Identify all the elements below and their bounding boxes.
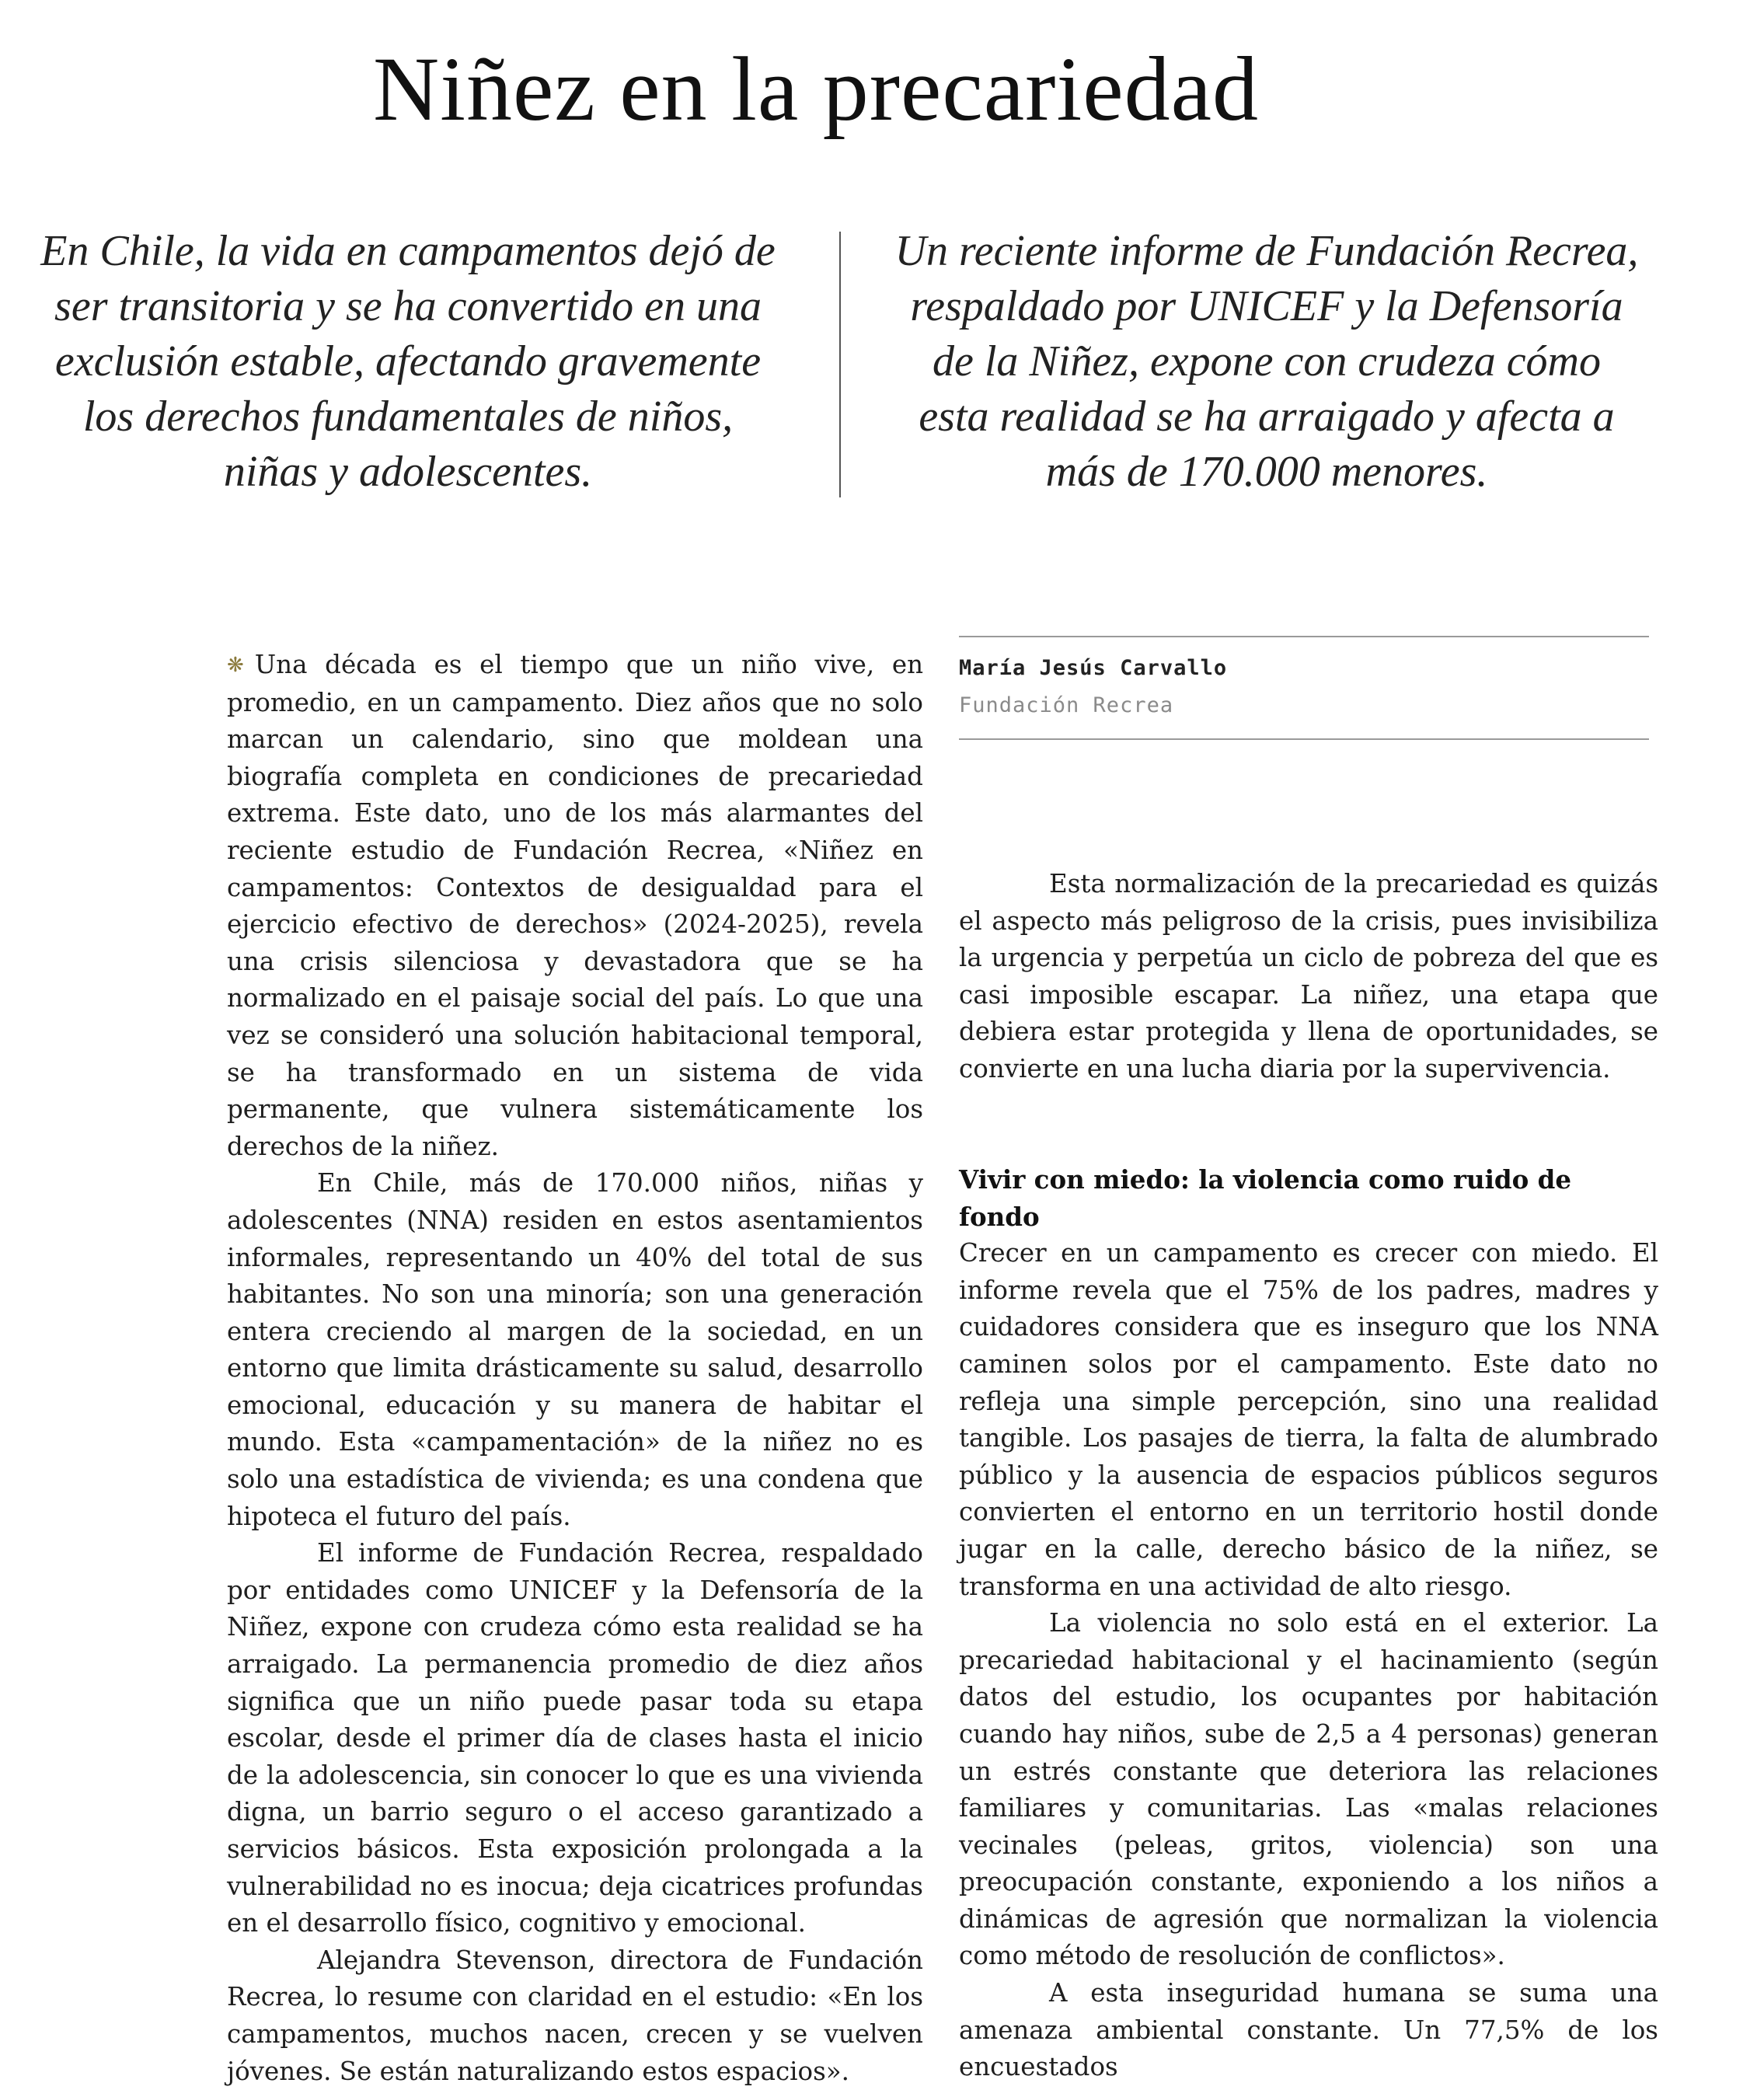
body-paragraph-text: Una década es el tiempo que un niño vive, en promedio, en un campamento. Diez años que no solo marcan un calendario, sino que moldean una biografía completa en condiciones de precariedad extrema. Este dato, uno de los más alarmantes del reciente estudio de Fundación Recrea, «Niñez en campamentos: Contextos de desigualdad para el ejercicio efectivo de derechos» (2024-2025), revela una crisis silenciosa y devastadora que se ha normalizado en el paisaje social del país. Lo que una vez se consideró una solución habitacional temporal, se ha transformado en un sistema de vida permanente, que vulnera sistemáticamente los derechos de la niñez. <box>227 650 923 1161</box>
body-paragraph: Esta normalización de la precariedad es quizás el aspecto más peligroso de la crisis, pues invisibiliza la urgencia y perpetúa un ciclo de pobreza del que es casi imposible escapar. La niñez, una etapa que debiera estar protegida y llena de oportunidades, se convierte en una lucha diaria por la supervivencia. <box>959 869 1658 1083</box>
dek-right: Un reciente informe de Fundación Recrea, respaldado por UNICEF y la Defensoría de la Niñez, expone con crudeza cómo esta realidad se ha arraigado y afecta a más de 170.000 menores. <box>894 227 1639 496</box>
body-paragraph: En Chile, más de 170.000 niños, niñas y adolescentes (NNA) residen en estos asentamientos informales, representando un 40% del total de sus habitantes. No son una minoría; son una generación entera creciendo al margen de la sociedad, en un entorno que limita drásticamente su salud, desarrollo emocional, educación y su manera de habitar el mundo. Esta «campamentación» de la niñez no es solo una estadística de vivienda; es una condena que hipoteca el futuro del país. <box>227 1168 923 1531</box>
byline <box>959 636 1649 740</box>
byline-author: María Jesús Carvallo <box>959 656 1228 680</box>
body-column-left <box>227 647 923 2090</box>
rosette-icon: ❋ <box>227 654 244 677</box>
body-paragraph: Crecer en un campamento es crecer con miedo. El informe revela que el 75% de los padres, madres y cuidadores considera que es inseguro que los NNA caminen solos por el campamento. Este dato no refleja una simple percepción, sino una realidad tangible. Los pasajes de tierra, la falta de alumbrado público y la ausencia de espacios públicos seguros convierten el entorno en un territorio hostil donde jugar en la calle, derecho básico de la niñez, se transforma en una actividad de alto riesgo. <box>959 1238 1658 1601</box>
dek-left: En Chile, la vida en campamentos dejó de ser transitoria y se ha convertido en una exclusión estable, afectando gravemente los derechos fundamentales de niños, niñas y adolescentes. <box>40 227 776 496</box>
body-column-right-section <box>959 1161 1658 2086</box>
byline-organization: Fundación Recrea <box>959 693 1174 717</box>
dek-divider <box>839 232 841 497</box>
body-paragraph: El informe de Fundación Recrea, respaldado por entidades como UNICEF y la Defensoría de la Niñez, expone con crudeza cómo esta realidad se ha arraigado. La permanencia promedio de diez años significa que un niño puede pasar toda su etapa escolar, desde el primer día de clases hasta el inicio de la adolescencia, sin conocer lo que es una vivienda digna, un barrio seguro o el acceso garantizado a servicios básicos. Esta exposición prolongada a la vulnerabilidad no es inocua; deja cicatrices profundas en el desarrollo físico, cognitivo y emocional. <box>227 1538 923 1938</box>
body-column-right-intro <box>959 866 1658 1088</box>
section-heading: Vivir con miedo: la violencia como ruido de fondo <box>959 1164 1572 1232</box>
body-paragraph <box>227 647 923 1165</box>
body-paragraph: A esta inseguridad humana se suma una amenaza ambiental constante. Un 77,5% de los encuestados <box>959 1978 1658 2082</box>
article-title: Niñez en la precariedad <box>372 38 1260 140</box>
body-paragraph: La violencia no solo está en el exterior. La precariedad habitacional y el hacinamiento (según datos del estudio, los ocupantes por habitación cuando hay niños, sube de 2,5 a 4 personas) generan un estrés constante que deteriora las relaciones familiares y comunitarias. Las «malas relaciones vecinales (peleas, gritos, violencia) son una preocupación constante, exponiendo a los niños a dinámicas de agresión que normalizan la violencia como método de resolución de conflictos». <box>959 1608 1658 1971</box>
body-paragraph: Alejandra Stevenson, directora de Fundación Recrea, lo resume con claridad en el estudio: «En los campamentos, muchos nacen, crecen y se vuelven jóvenes. Se están naturalizando estos espacios». <box>227 1945 923 2086</box>
